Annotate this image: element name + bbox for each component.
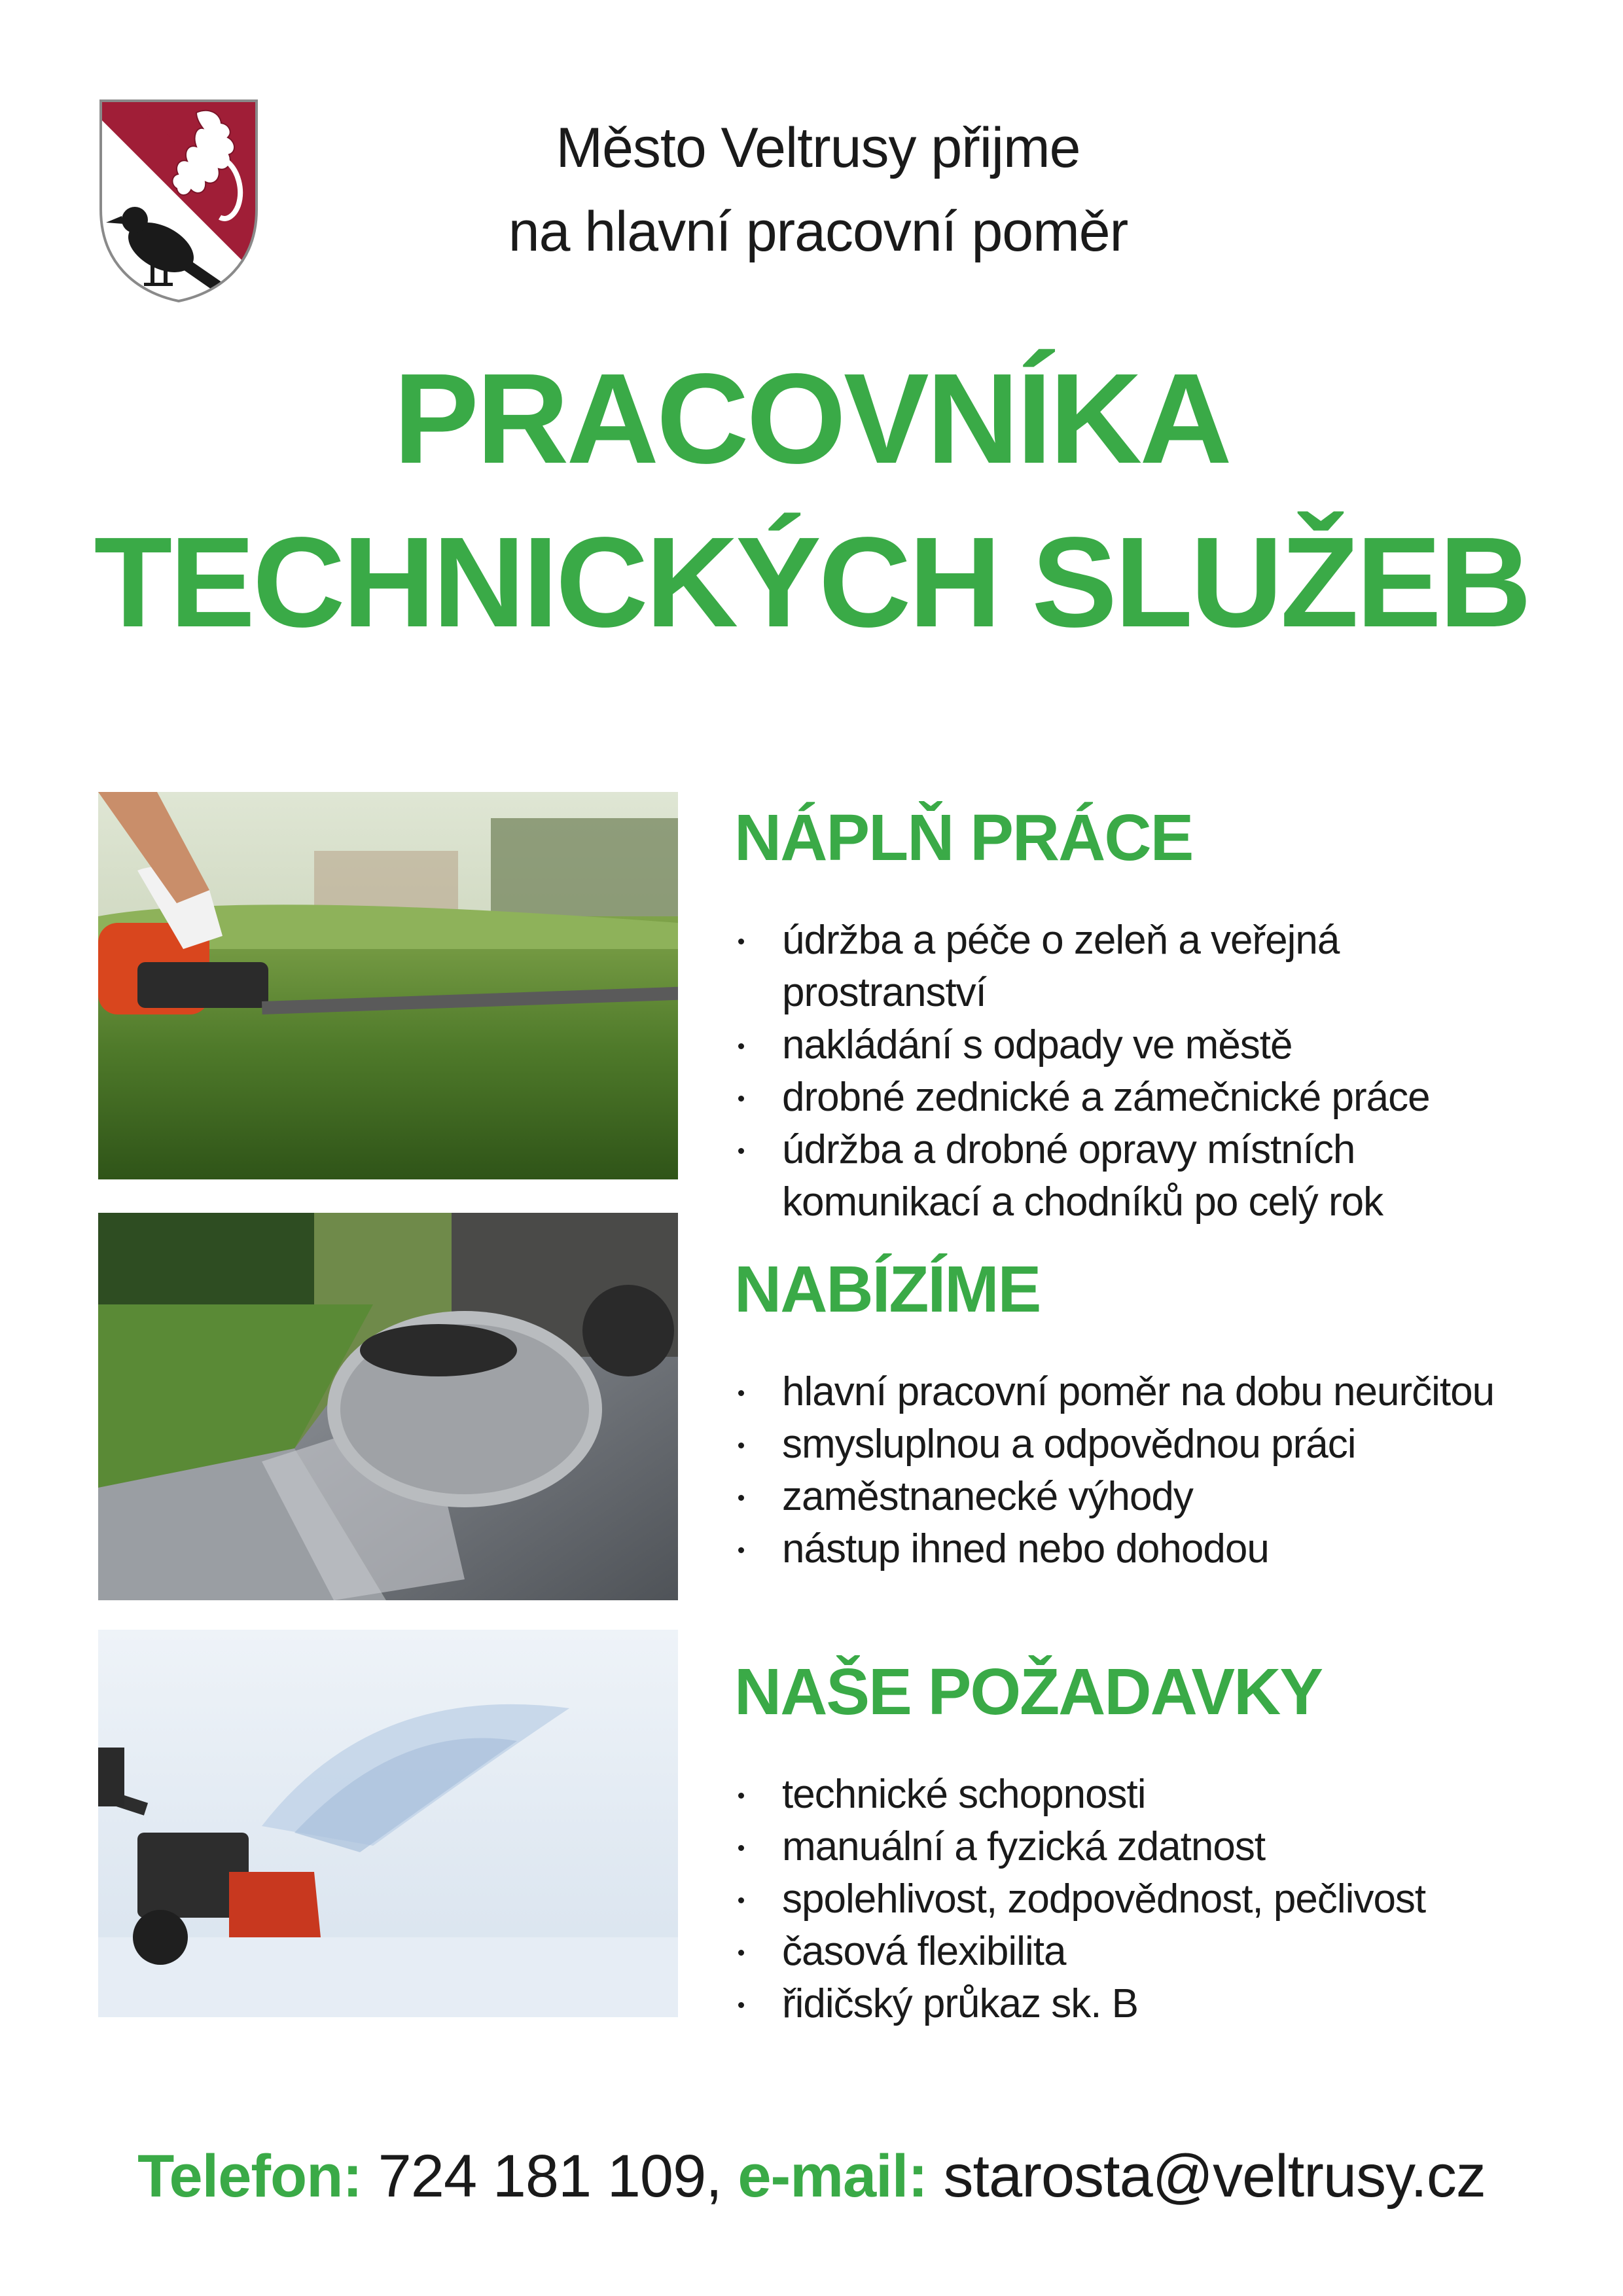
intro-line-1: Město Veltrusy přijme	[556, 117, 1080, 179]
section-requirements	[734, 1649, 1552, 2030]
contact-line	[0, 2137, 1623, 2215]
list-item: smysluplnou a odpovědnou práci	[734, 1418, 1552, 1471]
email-address[interactable]: starosta@veltrusy.cz	[943, 2143, 1486, 2210]
list-item: zaměstnanecké výhody	[734, 1471, 1552, 1523]
hedge-trimming-photo	[98, 792, 678, 1179]
section-heading: NÁPLŇ PRÁCE	[734, 801, 1193, 874]
intro-text	[393, 106, 1243, 274]
job-title-line-1: PRACOVNÍKA	[393, 347, 1230, 490]
intro-line-2: na hlavní pracovní poměr	[508, 200, 1128, 263]
section-job-description	[734, 795, 1552, 1229]
section-heading: NABÍZÍME	[734, 1253, 1041, 1326]
list-item: řidičský průkaz sk. B	[734, 1978, 1552, 2030]
phone-number[interactable]: 724 181 109,	[378, 2143, 722, 2210]
bullet-list	[734, 1768, 1552, 2030]
list-item: nakládání s odpady ve městě	[734, 1019, 1552, 1071]
phone-label: Telefon:	[137, 2143, 363, 2210]
street-sweeper-photo	[98, 1213, 678, 1600]
section-heading: NAŠE POŽADAVKY	[734, 1655, 1323, 1729]
bullet-list	[734, 914, 1552, 1229]
list-item: nástup ihned nebo dohodou	[734, 1523, 1552, 1575]
list-item: drobné zednické a zámečnické práce	[734, 1071, 1552, 1124]
bullet-list	[734, 1366, 1552, 1575]
job-title-line-2: TECHNICKÝCH SLUŽEB	[94, 511, 1529, 654]
list-item: časová flexibilita	[734, 1926, 1552, 1978]
coat-of-arms-logo	[98, 98, 259, 304]
list-item: údržba a drobné opravy místních komunikací a chodníků po celý rok	[734, 1124, 1552, 1229]
snow-blower-photo	[98, 1630, 678, 2017]
email-label: e-mail:	[738, 2143, 927, 2210]
list-item: technické schopnosti	[734, 1768, 1552, 1821]
list-item: hlavní pracovní poměr na dobu neurčitou	[734, 1366, 1552, 1418]
list-item: údržba a péče o zeleň a veřejná prostranství	[734, 914, 1552, 1019]
section-we-offer	[734, 1247, 1552, 1575]
list-item: spolehlivost, zodpovědnost, pečlivost	[734, 1873, 1552, 1926]
list-item: manuální a fyzická zdatnost	[734, 1821, 1552, 1873]
